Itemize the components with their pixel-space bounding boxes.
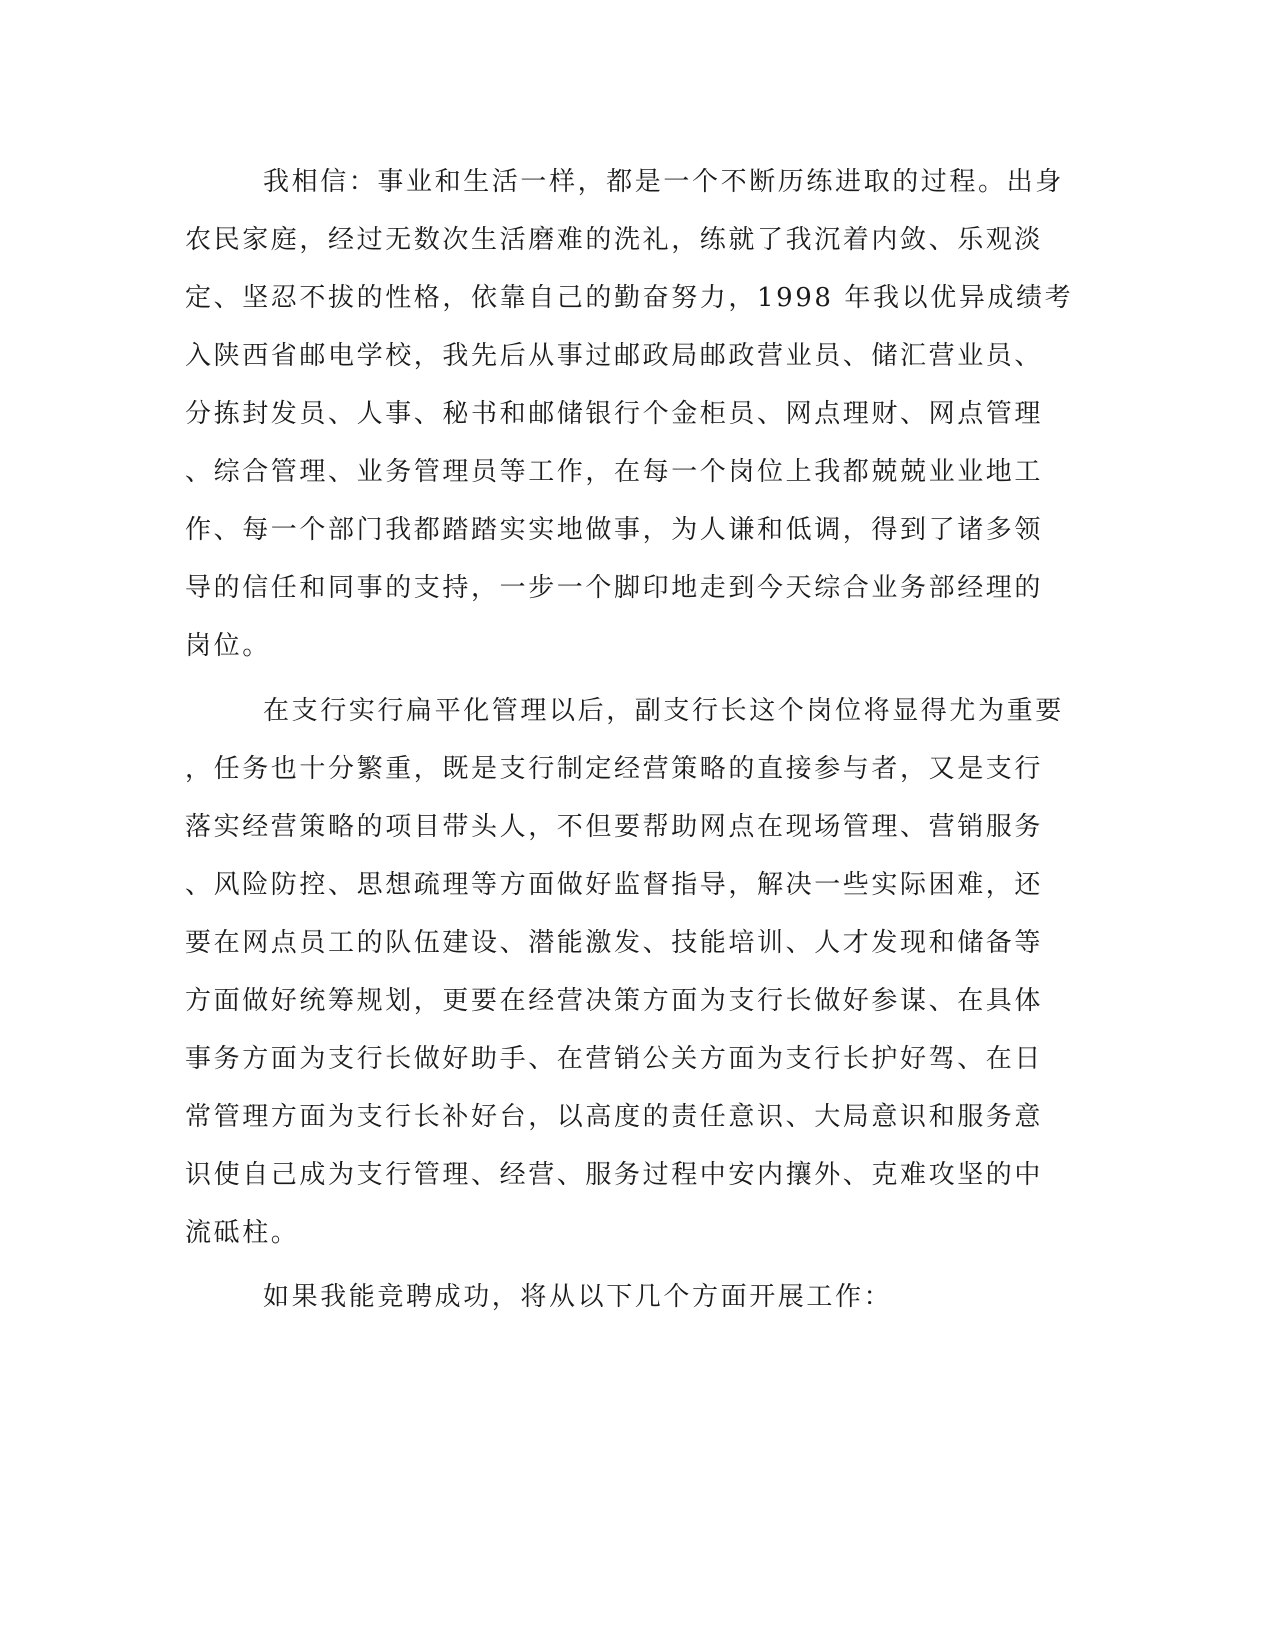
text-line: 识使自己成为支行管理、经营、服务过程中安内攘外、克难攻坚的中 <box>185 1160 1044 1190</box>
text-line: 事务方面为支行长做好助手、在营销公关方面为支行长护好驾、在日 <box>185 1044 1044 1074</box>
text-line: 定、坚忍不拔的性格，依靠自己的勤奋努力，1998 年我以优异成绩考 <box>185 283 1074 313</box>
text-line: 、风险防控、思想疏理等方面做好监督指导，解决一些实际困难，还 <box>185 870 1044 900</box>
text-line: 常管理方面为支行长补好台，以高度的责任意识、大局意识和服务意 <box>185 1102 1044 1132</box>
text-line: 落实经营策略的项目带头人，不但要帮助网点在现场管理、营销服务 <box>185 812 1044 842</box>
text-line: 导的信任和同事的支持，一步一个脚印地走到今天综合业务部经理的 <box>185 573 1044 603</box>
text-line: 如果我能竞聘成功，将从以下几个方面开展工作： <box>263 1282 893 1312</box>
text-line: ，任务也十分繁重，既是支行制定经营策略的直接参与者，又是支行 <box>185 754 1044 784</box>
text-line: 方面做好统筹规划，更要在经营决策方面为支行长做好参谋、在具体 <box>185 986 1044 1016</box>
text-line: 要在网点员工的队伍建设、潜能激发、技能培训、人才发现和储备等 <box>185 928 1044 958</box>
text-line: 在支行实行扁平化管理以后，副支行长这个岗位将显得尤为重要 <box>263 696 1064 726</box>
text-line: 流砥柱。 <box>185 1218 300 1248</box>
text-line: 农民家庭，经过无数次生活磨难的洗礼，练就了我沉着内敛、乐观淡 <box>185 225 1044 255</box>
text-line: 作、每一个部门我都踏踏实实地做事，为人谦和低调，得到了诸多领 <box>185 515 1044 545</box>
text-line: 入陕西省邮电学校，我先后从事过邮政局邮政营业员、储汇营业员、 <box>185 341 1044 371</box>
text-line: 、综合管理、业务管理员等工作，在每一个岗位上我都兢兢业业地工 <box>185 457 1044 487</box>
text-line: 我相信：事业和生活一样，都是一个不断历练进取的过程。出身 <box>263 167 1064 197</box>
text-line: 岗位。 <box>185 631 271 661</box>
text-line: 分拣封发员、人事、秘书和邮储银行个金柜员、网点理财、网点管理 <box>185 399 1044 429</box>
